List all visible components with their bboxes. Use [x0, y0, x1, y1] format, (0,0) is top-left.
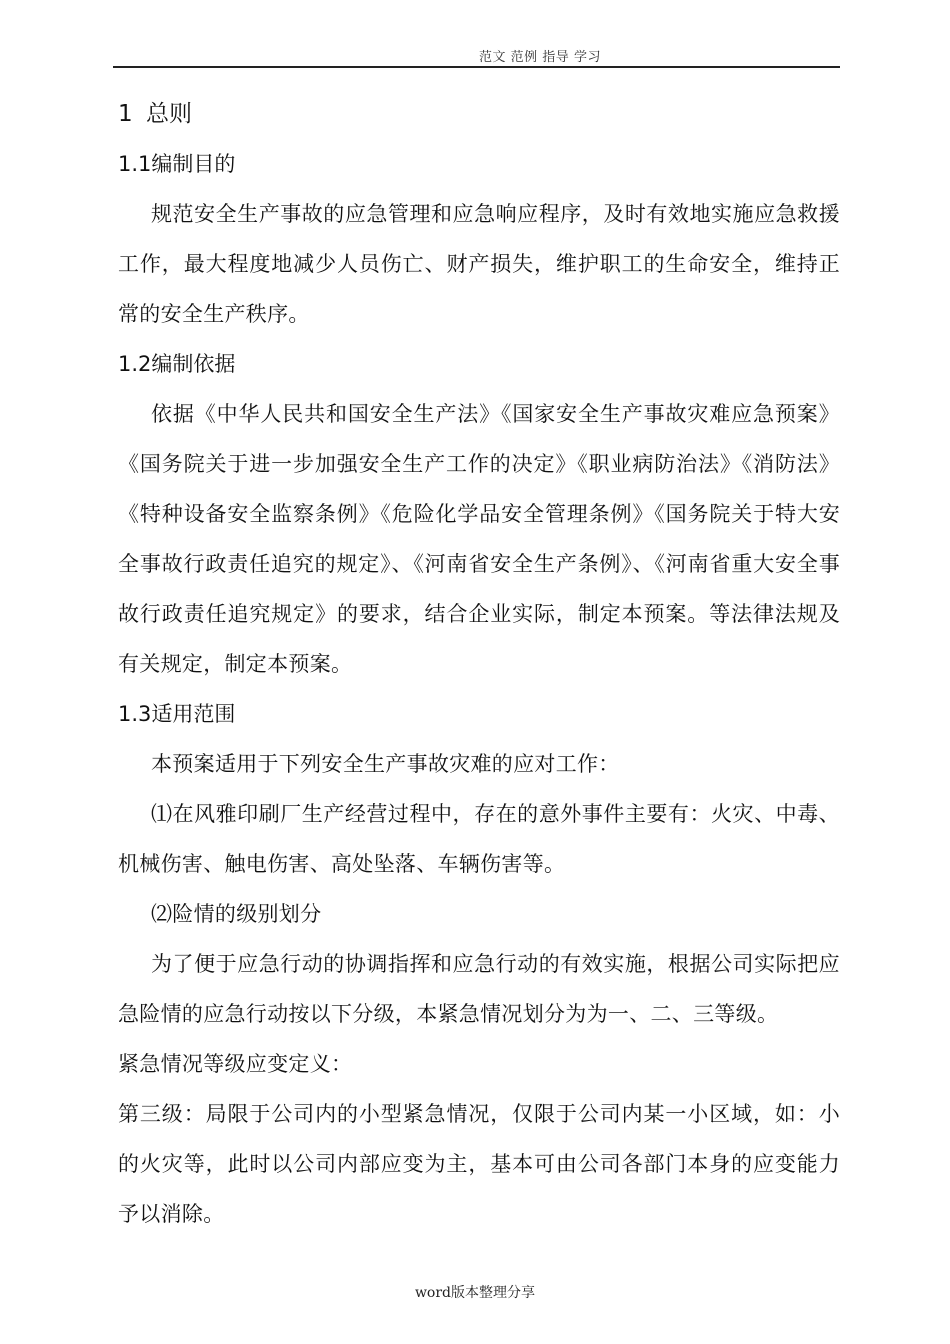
list-item-2: ⑵险情的级别划分: [151, 902, 322, 926]
header-divider: [113, 66, 840, 68]
paragraph-level-3: 第三级：局限于公司内的小型紧急情况，仅限于公司内某一小区域，如：小的火灾等，此时以公司内部应变为主，基本可由公司各部门本身的应变能力予以消除。: [118, 1102, 840, 1226]
definition-title: 紧急情况等级应变定义：: [118, 1052, 353, 1076]
document-body: [118, 89, 840, 1239]
section-heading-1: [118, 89, 840, 139]
section-number: 1: [118, 101, 133, 127]
list-item-1: ⑴在风雅印刷厂生产经营过程中，存在的意外事件主要有：火灾、中毒、机械伤害、触电伤害、高处坠落、车辆伤害等。: [118, 802, 840, 876]
page-header: 范文 范例 指导 学习: [479, 50, 601, 65]
section-heading-1-3: 1.3适用范围: [118, 702, 236, 726]
section-title: 总则: [146, 101, 192, 127]
section-heading-1-1: 1.1编制目的: [118, 152, 236, 176]
section-heading-1-2: 1.2编制依据: [118, 352, 236, 376]
paragraph-levels: 为了便于应急行动的协调指挥和应急行动的有效实施，根据公司实际把应急险情的应急行动按以下分级，本紧急情况划分为为一、二、三等级。: [118, 952, 840, 1026]
paragraph-purpose: 规范安全生产事故的应急管理和应急响应程序，及时有效地实施应急救援工作，最大程度地减少人员伤亡、财产损失，维护职工的生命安全，维持正常的安全生产秩序。: [118, 202, 840, 326]
page-footer: word版本整理分享: [414, 1285, 536, 1301]
paragraph-basis: 依据《中华人民共和国安全生产法》《国家安全生产事故灾难应急预案》《国务院关于进一步加强安全生产工作的决定》《职业病防治法》《消防法》《特种设备安全监察条例》《危险化学品安全管理条例》《国务院关于特大安全事故行政责任追究的规定》、《河南省安全生产条例》、《河南省重大安全事故行政责任追究规定》的要求，结合企业实际，制定本预案。等法律法规及有关规定，制定本预案。: [118, 402, 840, 676]
paragraph-scope-intro: 本预案适用于下列安全生产事故灾难的应对工作：: [151, 752, 620, 776]
